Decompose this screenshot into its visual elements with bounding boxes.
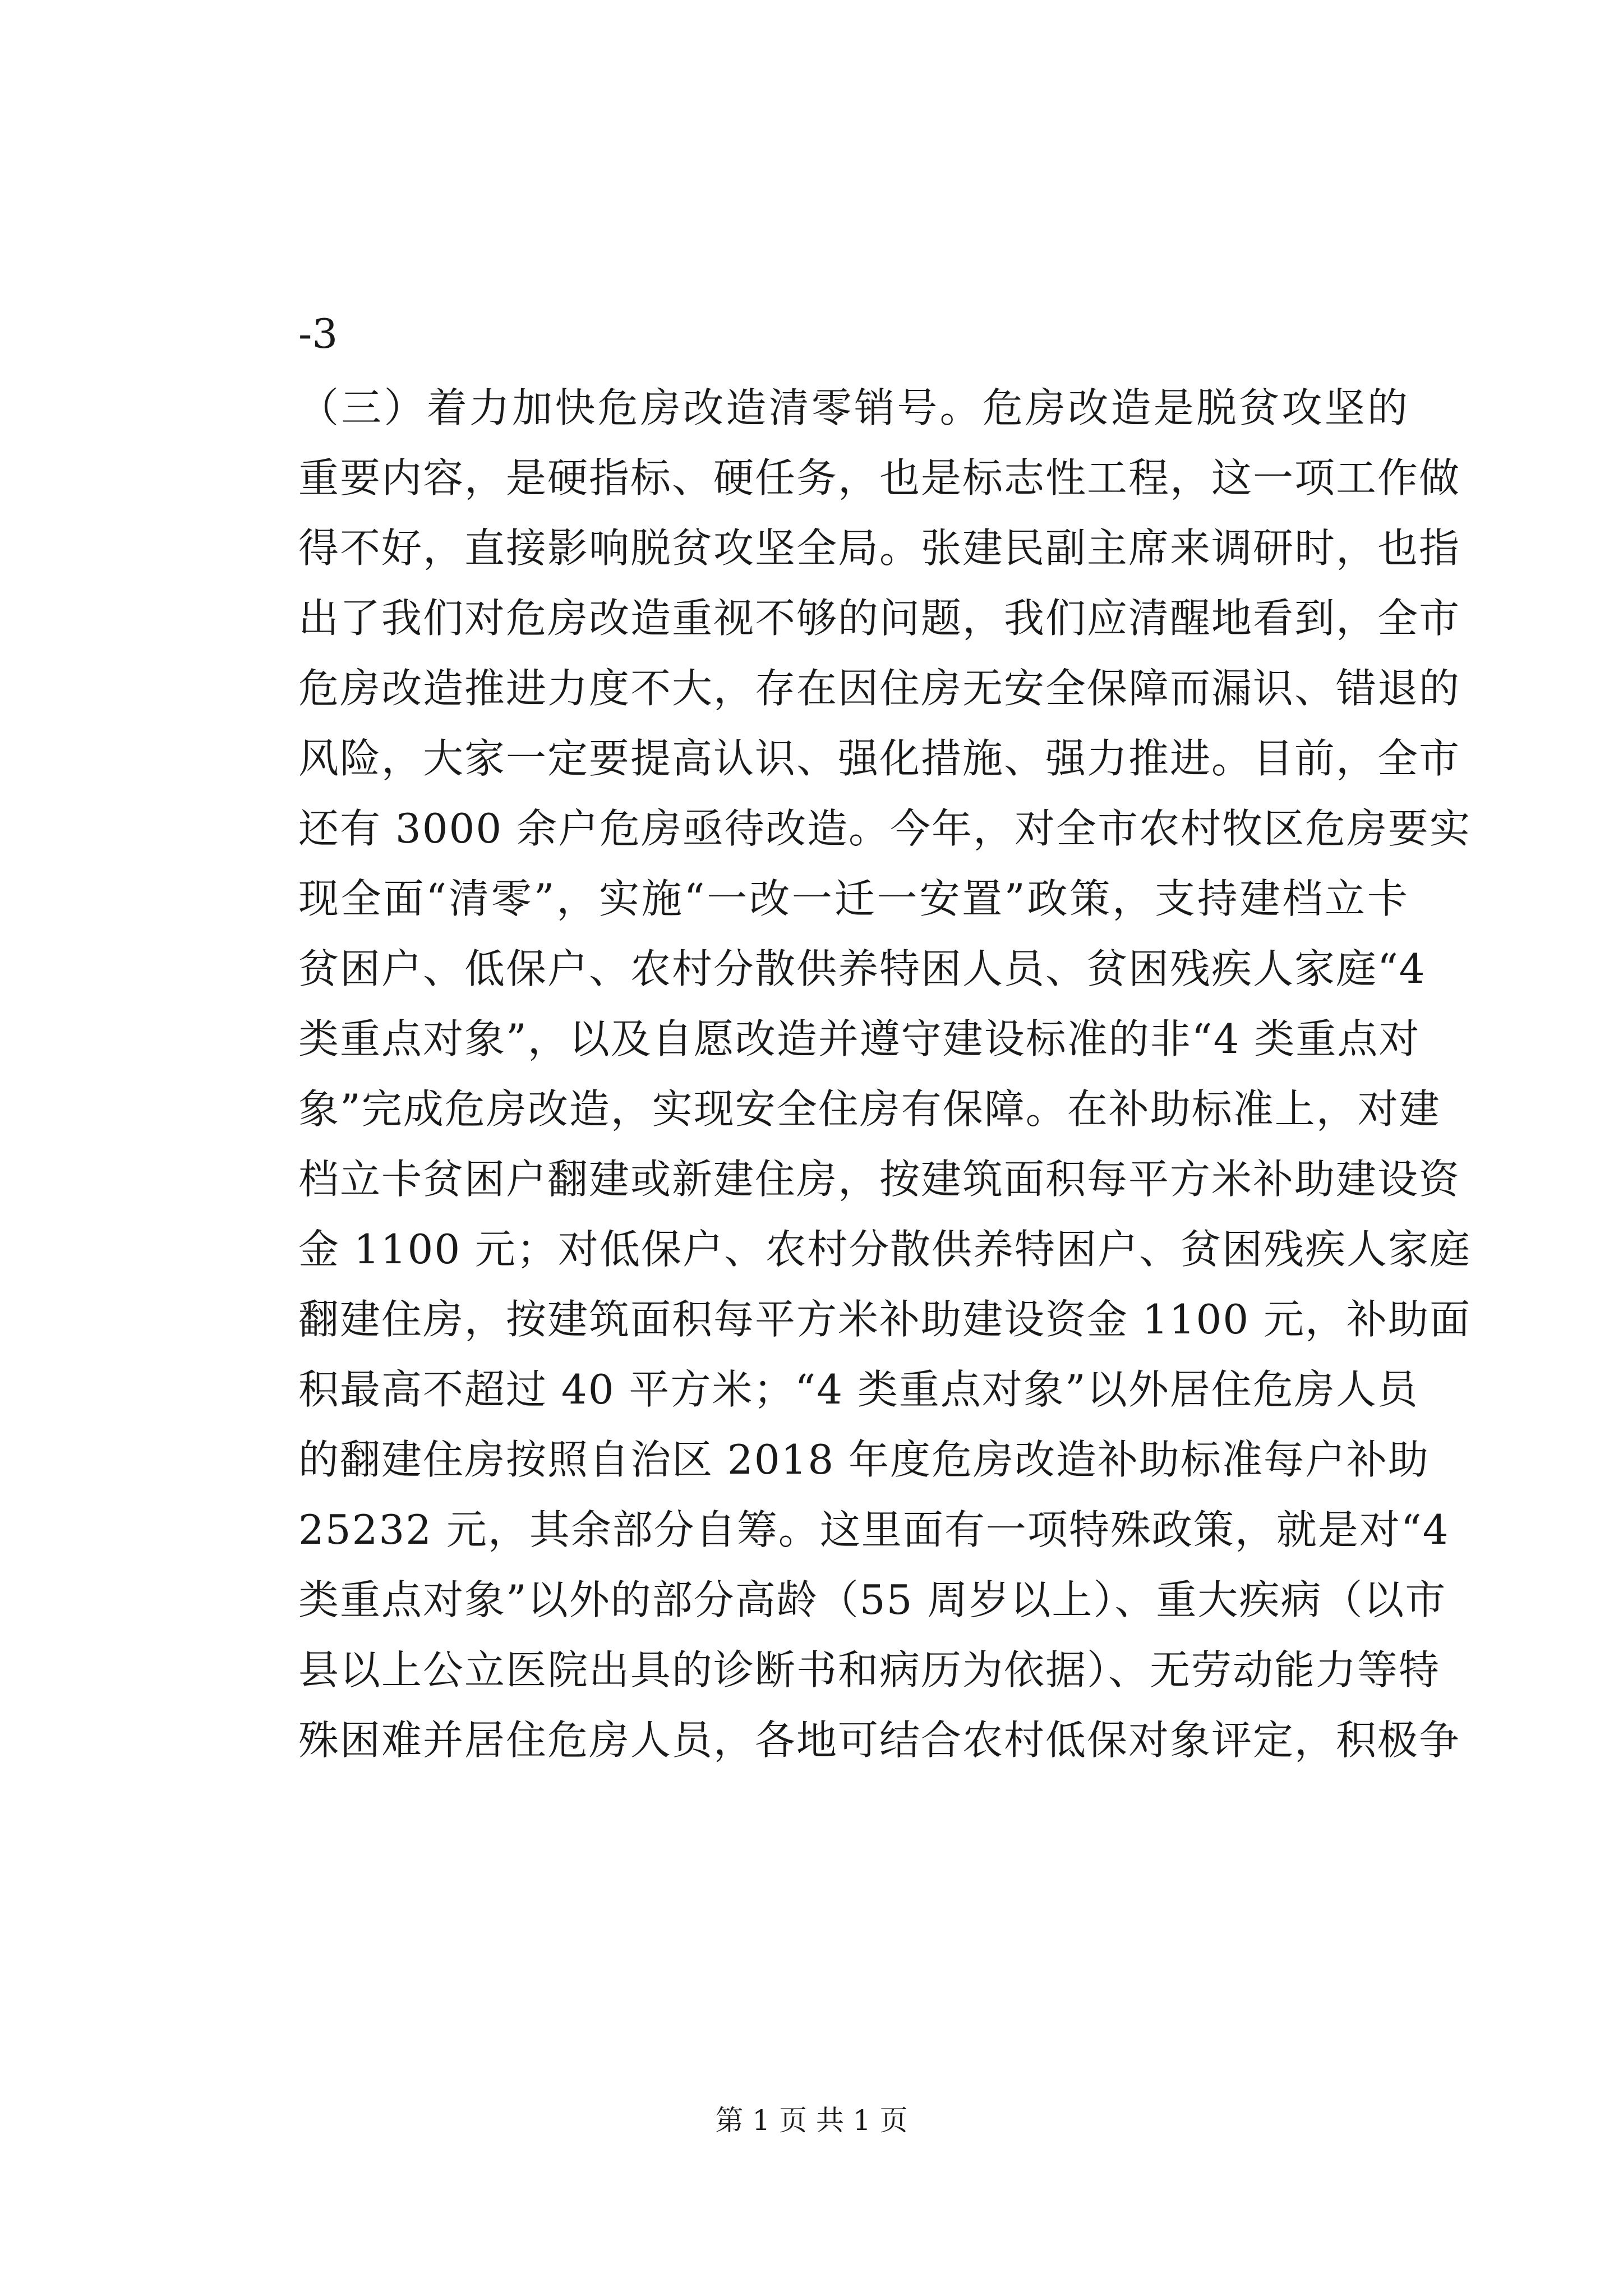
paragraph-line: 危房改造推进力度不大，存在因住房无安全保障而漏识、错退的 bbox=[298, 665, 1461, 712]
paragraph-line: 县以上公立医院出具的诊断书和病历为依据）、无劳动能力等特 bbox=[298, 1646, 1441, 1694]
paragraph-line: 金 1100 元；对低保户、农村分散供养特困户、贫困残疾人家庭 bbox=[298, 1226, 1472, 1273]
paragraph-line: （三）着力加快危房改造清零销号。危房改造是脱贫攻坚的 bbox=[298, 384, 1409, 431]
paragraph-line: 出了我们对危房改造重视不够的问题，我们应清醒地看到，全市 bbox=[298, 595, 1461, 642]
paragraph-line: 贫困户、低保户、农村分散供养特困人员、贫困残疾人家庭“4 bbox=[298, 945, 1426, 992]
paragraph-line: 类重点对象”以外的部分高龄（55 周岁以上）、重大疾病（以市 bbox=[298, 1576, 1447, 1623]
page-marker: -3 bbox=[298, 310, 338, 357]
paragraph-line: 积最高不超过 40 平方米；“4 类重点对象”以外居住危房人员 bbox=[298, 1366, 1419, 1413]
paragraph-line: 殊困难并居住危房人员，各地可结合农村低保对象评定，积极争 bbox=[298, 1717, 1461, 1764]
paragraph-line: 档立卡贫困户翻建或新建住房，按建筑面积每平方米补助建设资 bbox=[298, 1156, 1461, 1203]
paragraph-line: 重要内容，是硬指标、硬任务，也是标志性工程，这一项工作做 bbox=[298, 454, 1461, 501]
paragraph-line: 的翻建住房按照自治区 2018 年度危房改造补助标准每户补助 bbox=[298, 1436, 1430, 1483]
paragraph-line: 象”完成危房改造，实现安全住房有保障。在补助标准上，对建 bbox=[298, 1085, 1441, 1133]
paragraph-line: 得不好，直接影响脱贫攻坚全局。张建民副主席来调研时，也指 bbox=[298, 524, 1461, 572]
paragraph-line: 类重点对象”，以及自愿改造并遵守建设标准的非“4 类重点对 bbox=[298, 1015, 1421, 1062]
paragraph-line: 现全面“清零”，实施“一改一迁一安置”政策，支持建档立卡 bbox=[298, 875, 1409, 922]
body-paragraph bbox=[298, 373, 1472, 1775]
paragraph-line: 还有 3000 余户危房亟待改造。今年，对全市农村牧区危房要实 bbox=[298, 805, 1472, 852]
paragraph-line: 风险，大家一定要提高认识、强化措施、强力推进。目前，全市 bbox=[298, 735, 1461, 782]
paragraph-line: 翻建住房，按建筑面积每平方米补助建设资金 1100 元，补助面 bbox=[298, 1296, 1472, 1343]
page-footer: 第 1 页 共 1 页 bbox=[715, 2104, 908, 2137]
paragraph-line: 25232 元，其余部分自筹。这里面有一项特殊政策，就是对“4 bbox=[298, 1506, 1450, 1553]
